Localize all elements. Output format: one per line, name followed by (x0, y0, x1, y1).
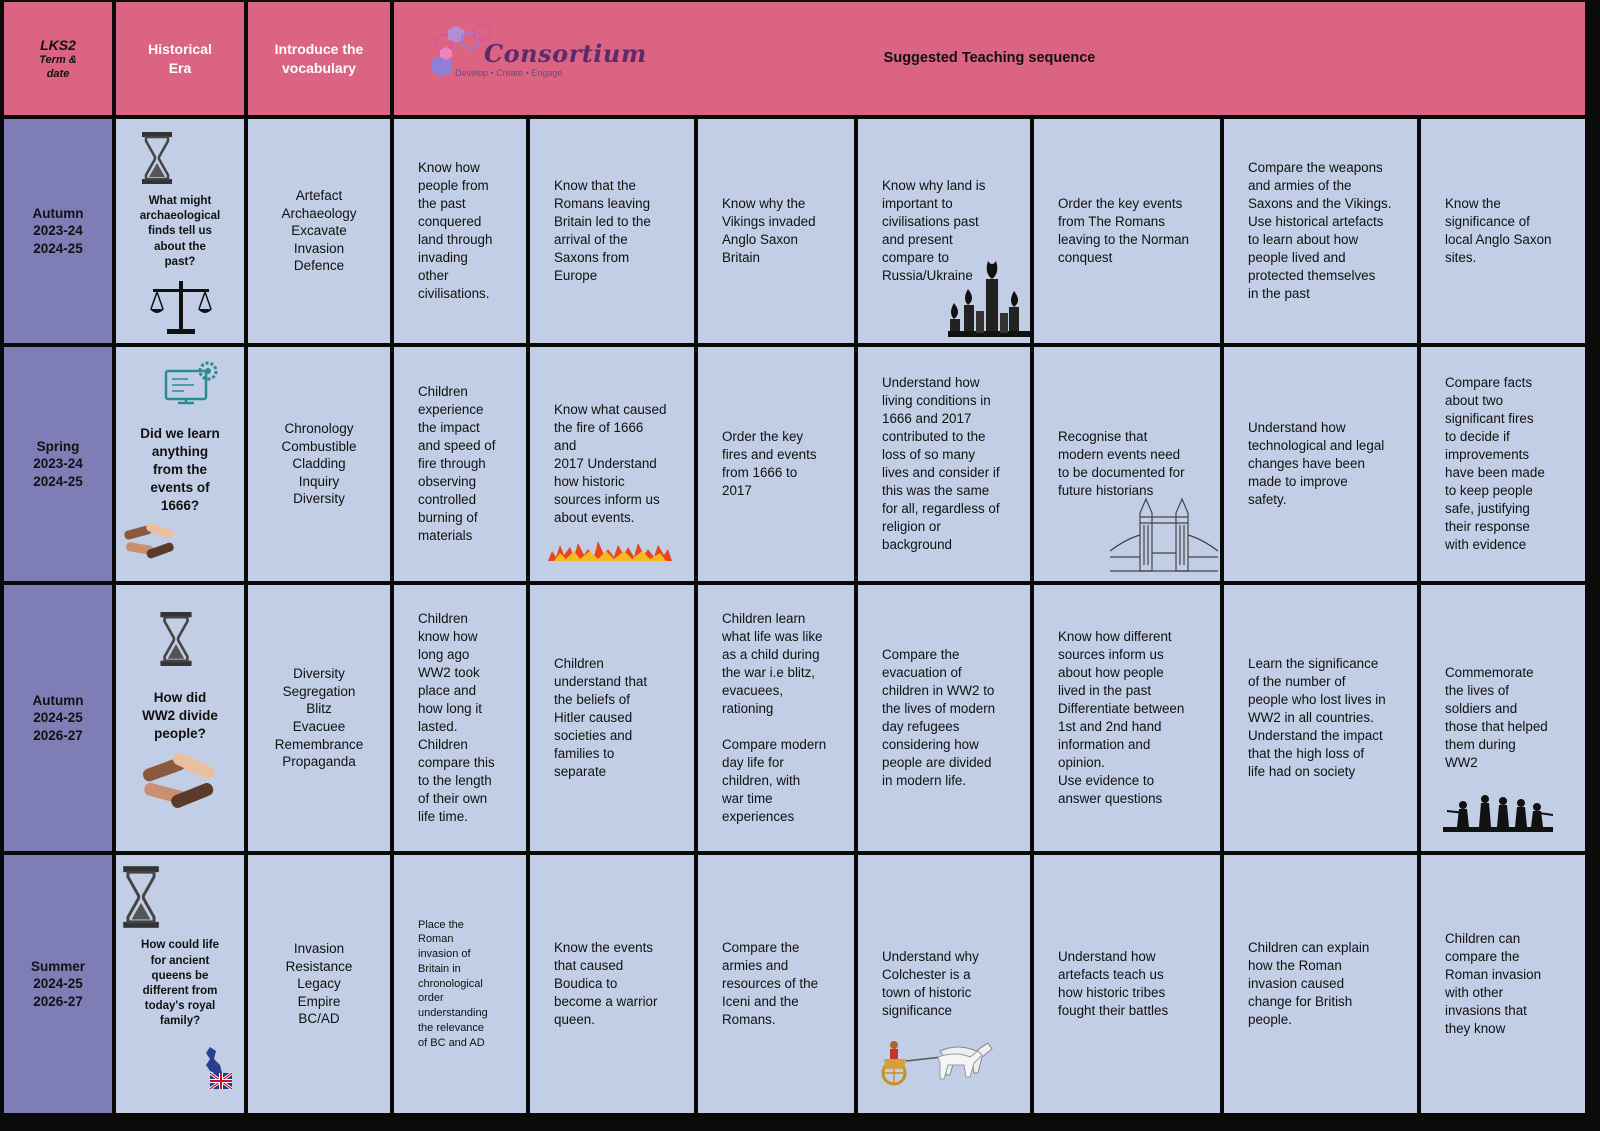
sequence-step: Know the significance of local Anglo Saxon sites. (1421, 119, 1585, 343)
era-question: How could life for ancient queens be different from today's royal family? (141, 939, 219, 1028)
header-historical-era: Historical Era (116, 2, 244, 115)
header-sequence (394, 2, 1585, 115)
vocabulary-cell: Diversity Segregation Blitz Evacuee Remembrance Propaganda (248, 585, 390, 851)
term-date-label: Term & date (39, 53, 77, 80)
sequence-step: Place the Roman invasion of Britain in chronological order understanding the relevance of BC and AD (394, 855, 526, 1113)
sequence-step: Children can explain how the Roman invasion caused change for British people. (1224, 855, 1417, 1113)
sequence-step: Order the key events from The Romans leaving to the Norman conquest (1034, 119, 1220, 343)
term-cell: Autumn 2023-24 2024-25 (4, 119, 112, 343)
sequence-step (1421, 585, 1585, 851)
era-cell (116, 119, 244, 343)
sequence-step: Understand how living conditions in 1666 and 2017 contributed to the loss of so many lives and consider if this was the same for all, regardless of religion or background (858, 347, 1030, 581)
sequence-step: Order the key fires and events from 1666 to 2017 (698, 347, 854, 581)
sequence-step: Know that the Romans leaving Britain led to the arrival of the Saxons from Europe (530, 119, 694, 343)
roman-chariot-icon (878, 1033, 996, 1087)
era-question: What might archaeological finds tell us about the past? (139, 195, 221, 268)
sequence-step (858, 855, 1030, 1113)
sequence-step (858, 119, 1030, 343)
sequence-step: Children can compare the Roman invasion with other invasions that they know (1421, 855, 1585, 1113)
sequence-step: Children understand that the beliefs of Hitler caused societies and families to separate (530, 585, 694, 851)
sequence-step: Learn the significance of the number of people who lost lives in WW2 in all countries. Understand the impact that the high loss of life had on society (1224, 585, 1417, 851)
sequence-step: Children experience the impact and speed of fire through observing controlled burning of materials (394, 347, 526, 581)
computer-gear-icon (164, 359, 222, 409)
sequence-title: Suggested Teaching sequence (883, 50, 1096, 67)
era-cell (116, 585, 244, 851)
sequence-step: Understand how artefacts teach us how historic tribes fought their battles (1034, 855, 1220, 1113)
sequence-step: Compare the armies and resources of the Iceni and the Romans. (698, 855, 854, 1113)
sequence-step: Know the events that caused Boudica to become a warrior queen. (530, 855, 694, 1113)
vocabulary-cell: Artefact Archaeology Excavate Invasion Defence (248, 119, 390, 343)
st-basils-cathedral-icon (948, 251, 1030, 339)
logo-tagline: Develop • Create • Engage (455, 68, 563, 78)
sequence-step: Compare the weapons and armies of the Saxons and the Vikings. Use historical artefacts to learn about how people lived and protected themselves in the past (1224, 119, 1417, 343)
sequence-step: Compare the evacuation of children in WW2 to the lives of modern day refugees considering how people are divided in modern life. (858, 585, 1030, 851)
sequence-step: Understand how technological and legal changes have been made to improve safety. (1224, 347, 1417, 581)
sequence-step-text: Understand why Colchester is a town of historic significance (882, 949, 979, 1018)
sequence-step (1034, 347, 1220, 581)
united-hands-icon (138, 753, 220, 813)
sequence-step (530, 347, 694, 581)
vocabulary-cell: Chronology Combustible Cladding Inquiry Diversity (248, 347, 390, 581)
tower-bridge-icon (1110, 495, 1218, 575)
sequence-step-text: Know why land is important to civilisations past and present compare to Russia/Ukraine (882, 178, 986, 283)
era-question: Did we learn anything from the events of 1666? (140, 426, 220, 513)
united-hands-icon (122, 522, 178, 560)
term-cell: Summer 2024-25 2026-27 (4, 855, 112, 1113)
hourglass-icon (141, 131, 173, 185)
sequence-step: Compare facts about two significant fires to decide if improvements have been made to keep people safe, justifying their response with evidence (1421, 347, 1585, 581)
sequence-step-text: Recognise that modern events need to be documented for future historians (1058, 429, 1185, 498)
vocabulary-cell: Invasion Resistance Legacy Empire BC/AD (248, 855, 390, 1113)
header-lks (4, 2, 112, 115)
sequence-step-text: Commemorate the lives of soldiers and those that helped them during WW2 (1445, 665, 1548, 770)
fire-flames-icon (548, 539, 672, 561)
era-question: How did WW2 divide people? (142, 690, 218, 741)
scales-of-justice-icon (149, 279, 213, 335)
era-cell (116, 855, 244, 1113)
term-cell: Autumn 2024-25 2026-27 (4, 585, 112, 851)
soldiers-silhouette-icon (1443, 791, 1553, 833)
sequence-step: Know how people from the past conquered land through invading other civilisations. (394, 119, 526, 343)
lks-label: LKS2 (40, 36, 76, 53)
sequence-step: Know how different sources inform us about how people lived in the past Differentiate between 1st and 2nd hand information and opinion. Use evidence to answer questions (1034, 585, 1220, 851)
uk-map-flag-icon (200, 1045, 234, 1093)
sequence-step: Children learn what life was like as a child during the war i.e blitz, evacuees, rationing Compare modern day life for children, with war time experiences (698, 585, 854, 851)
sequence-step: Know why the Vikings invaded Anglo Saxon Britain (698, 119, 854, 343)
hourglass-icon (122, 865, 160, 929)
header-vocabulary: Introduce the vocabulary (248, 2, 390, 115)
hourglass-icon (159, 611, 193, 667)
sequence-step: Children know how long ago WW2 took place and how long it lasted. Children compare this to the length of their own life time. (394, 585, 526, 851)
term-cell: Spring 2023-24 2024-25 (4, 347, 112, 581)
era-cell (116, 347, 244, 581)
logo-wordmark: Consortium (484, 39, 647, 68)
sequence-step-text: Know what caused the fire of 1666 and 2017 Understand how historic sources inform us about events. (554, 402, 667, 525)
